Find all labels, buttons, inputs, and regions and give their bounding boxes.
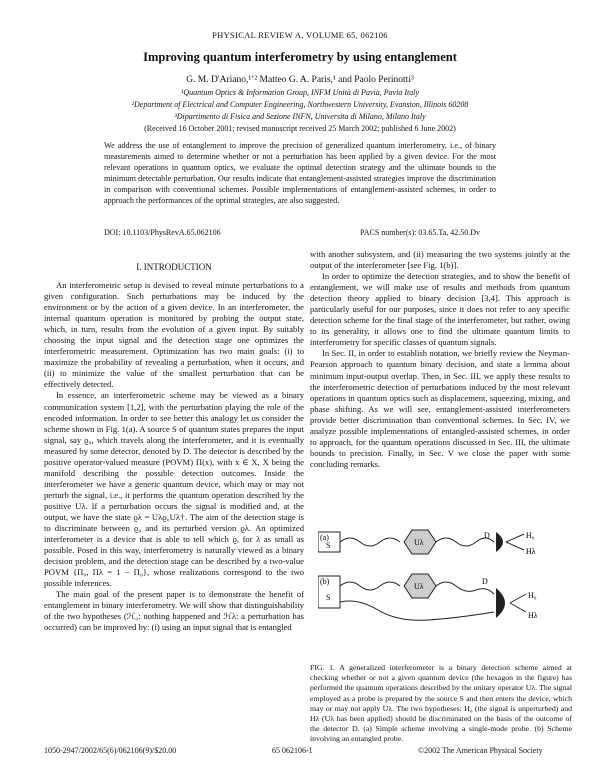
affiliation-3: ³Dipartimento di Fisica and Sezione INFN, Universita di Milano, Milano Italy bbox=[174, 112, 426, 121]
outcome-line bbox=[510, 603, 526, 612]
column-right bbox=[310, 249, 570, 470]
column-left bbox=[44, 280, 304, 634]
figure-1 bbox=[318, 528, 566, 652]
signal-wave bbox=[340, 582, 400, 590]
received-dates: (Received 16 October 2001; revised manuscript received 25 March 2002; published 6 June 2002) bbox=[144, 124, 456, 133]
section-title: I. INTRODUCTION bbox=[136, 262, 212, 272]
detector-label: D bbox=[482, 577, 488, 586]
figure-label-a: (a) bbox=[320, 533, 329, 542]
footer-right: ©2002 The American Physical Society bbox=[418, 746, 543, 755]
paragraph: In essence, an interferometric scheme may be viewed as a binary communication system [1,2], with the perturbation playing the role of the encoded information. In order to see better this analogy let us consider the scheme shown in Fig. 1(a). A source S of quantum states prepares the input signal, say ϱ₀, which travels along the interferometer, and it is eventually measured by some detector, denoted by D. The detector is described by the positive operator-valued measure (POVM) Π(x), with x ∈ X, X being the manifold describing the possible detection outcomes. Inside the interferometer we have a generic quantum device, which may or may not perturb the signal, i.e., it performs the quantum operation described by the positive Uλ. If a perturbation occurs the signal is modified and, at the output, we have the state ϱλ = Uλϱ₀Uλ†. The aim of the detection stage is to discriminate between ϱ₀ and its perturbed version ϱλ. An optimized interferometer is a device that is able to tell which ϱ, for λ as small as possible. Posed in this way, interferometry is naturally viewed as a binary decision problem, and the detection stage can be described by a two-value POVM {Π₀, Πλ = 1 − Π₀}, whose realizations correspond to the two possible inferences. bbox=[44, 390, 304, 589]
journal-header: PHYSICAL REVIEW A, VOLUME 65, 062106 bbox=[212, 30, 388, 40]
detector-shape bbox=[496, 532, 503, 552]
authors: G. M. D'Ariano,¹ʼ² Matteo G. A. Paris,¹ and Paolo Perinotti³ bbox=[186, 75, 414, 85]
detector-shape bbox=[496, 588, 505, 618]
ancilla-wave bbox=[340, 601, 494, 620]
signal-wave bbox=[340, 538, 400, 546]
affiliation-2: ²Department of Electrical and Computer Engineering, Northwestern University, Evanston, Illinois 60208 bbox=[131, 100, 469, 109]
affiliation-1: ¹Quantum Optics & Information Group, INFM Unità di Pavia, Pavia Italy bbox=[180, 88, 420, 97]
pacs-numbers: PACS number(s): 03.65.Ta, 42.50.Dv bbox=[360, 228, 481, 237]
hypothesis-1-label: Hλ bbox=[526, 547, 536, 556]
paragraph: In order to optimize the detection strategies, and to show the benefit of entanglement, we will make use of results and methods from quantum detection theory applied to binary decision [3,4]. This approach is particularly useful for our purposes, since it does not refer to any specific detection scheme for the final stage of the interferometer, but rather, owing to its generality, it allows one to find the ultimate quantum limits to interferometry for specific classes of quantum signals. bbox=[310, 271, 570, 348]
figure-caption: FIG. 1. A generalized interferometer is a binary detection scheme aimed at checking whether or not a given quantum device (the hexagon in the figure) has performed the quantum operations described by the unitary operator Uλ. The signal employed as a probe is prepared by the source S and then enters the device, which may or may not apply Uλ. The two hypotheses: H₀ (the signal is unperturbed) and Hλ (Uλ has been applied) should be discriminated on the basis of the outcome of the detector D. (a) Simple scheme involving a single-mode probe. (b) Scheme involving an entangled probe. bbox=[310, 663, 572, 744]
outcome-line bbox=[506, 542, 524, 550]
hypothesis-0-label: H₀ bbox=[528, 591, 537, 600]
paper-title: Improving quantum interferometry by using entanglement bbox=[143, 50, 457, 64]
source-label: S bbox=[326, 541, 331, 550]
paragraph: The main goal of the present paper is to demonstrate the benefit of entanglement in binary interferometry. We will show that distinguishability of the two hypotheses (ℋ₀: nothing happened and ℋλ: a perturbation has occurred) can be improved by: (i) using an input signal that is entangled bbox=[44, 589, 304, 633]
outcome-line bbox=[510, 594, 526, 603]
footer-left: 1050-2947/2002/65(6)/062106(9)/$20.00 bbox=[44, 746, 177, 755]
device-label: Uλ bbox=[414, 538, 424, 547]
paragraph: An interferometric setup is devised to reveal minute perturbations to a given configuration. Such perturbations may be induced by the environment or by the action of a given device. In an interferometer, the internal quantum operation is monitored by probing the output state, which, in turn, results from the evolution of a given input. By suitably choosing the input signal and the detection stage one optimizes the interferometric measurement. Optimization has two main goals: (i) to maximize the probability of revealing a perturbation, when it occurs, and (ii) to minimize the value of the smallest perturbation that can be effectively detected. bbox=[44, 280, 304, 390]
outcome-line bbox=[506, 534, 524, 542]
paragraph: with another subsystem, and (ii) measuring the two systems jointly at the output of the interferometer [see Fig. 1(b)]. bbox=[310, 249, 570, 271]
doi: DOI: 10.1103/PhysRevA.65.062106 bbox=[104, 228, 221, 237]
hypothesis-1-label: Hλ bbox=[528, 611, 538, 620]
source-label: S bbox=[326, 593, 331, 602]
abstract: We address the use of entanglement to improve the precision of generalized quantum interferometry, i.e., of binary measurements aimed to determine whether or not a perturbation has been applied by a given device. For the most relevant operations in quantum optics, we evaluate the optimal detection strategy and the ultimate bounds to the minimum detectable perturbation. Our results indicate that entanglement-assisted strategies improve the discrimination in comparison with conventional schemes. Possible implementations of entanglement-assisted schemes, in order to approach the performances of the optimal strategies, are also suggested. bbox=[104, 141, 496, 205]
paragraph: In Sec. II, in order to establish notation, we briefly review the Neyman-Pearson approach to quantum binary decision, and state a lemma about minimum input-output overlap. Then, in Sec. III, we apply these results to the interferometric detection of perturbations induced by the most relevant operations in quantum optics such as displacement, squeezing, mixing, and phase shifting. As we will see, entanglement-assisted interferometers provide better discrimination than conventional schemes. In Sec. IV, we analyze possible implementations of entangled-assisted schemes, in order to approach, for the quantum operations discussed in Sec. III, the ultimate bounds to precision. Finally, in Sec. V we close the paper with some concluding remarks. bbox=[310, 348, 570, 469]
device-label: Uλ bbox=[414, 582, 424, 591]
hypothesis-0-label: H₀ bbox=[526, 531, 535, 540]
detector-label: D bbox=[484, 531, 490, 540]
figure-label-b: (b) bbox=[320, 577, 330, 586]
footer-page: 65 062106-1 bbox=[272, 746, 313, 755]
